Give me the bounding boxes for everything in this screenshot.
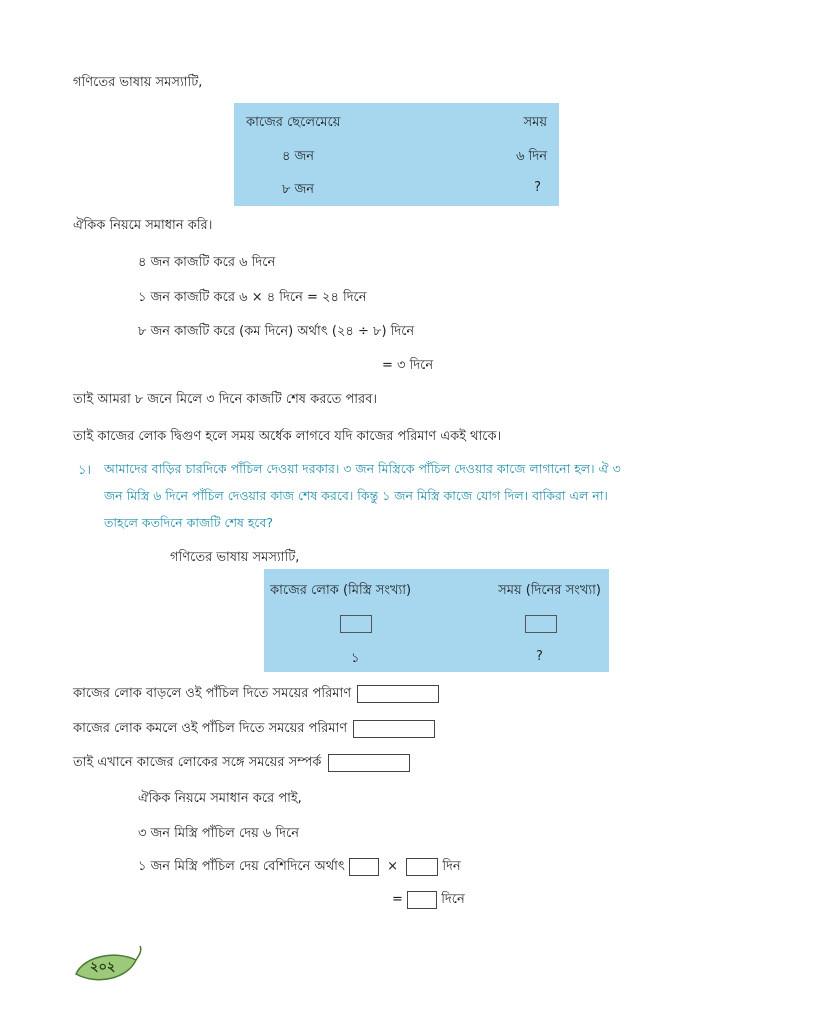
fill-line-2-answer-box[interactable] bbox=[353, 720, 435, 738]
table1-row1-right: ৬ দিন bbox=[516, 149, 547, 164]
page-number: ২০২ bbox=[90, 960, 116, 975]
table1-row2-left: ৮ জন bbox=[282, 182, 314, 197]
table1-head-left: কাজের ছেলেমেয়ে bbox=[246, 115, 341, 130]
solution-step-3: ৮ জন কাজটি করে (কম দিনে) অর্থাৎ (২৪ ÷ ৮) দিনে bbox=[138, 324, 415, 339]
fill-line-3-text: তাই এখানে কাজের লোকের সঙ্গে সময়ের সম্পর্ক bbox=[73, 755, 322, 770]
table2-head-right: সময় (দিনের সংখ্যা) bbox=[498, 583, 601, 598]
problem-line-1: আমাদের বাড়ির চারদিকে পাঁচিল দেওয়া দরকার। ৩ জন মিস্ত্রিকে পাঁচিল দেওয়ার কাজে লাগানো হল। ঐ ৩ bbox=[104, 461, 621, 476]
fill-line-2-text: কাজের লোক কমলে ওই পাঁচিল দিতে সময়ের পরিমাণ bbox=[73, 721, 348, 736]
table1-row2-right: ? bbox=[534, 180, 541, 195]
equals-sign: = bbox=[392, 892, 403, 907]
table2-row2-right: ? bbox=[536, 649, 543, 664]
solution2-step-2-box-1[interactable] bbox=[349, 858, 379, 876]
solution-step-1: ৪ জন কাজটি করে ৬ দিনে bbox=[138, 255, 276, 270]
multiply-sign: × bbox=[387, 859, 399, 874]
table2-head-left: কাজের লোক (মিস্ত্রি সংখ্যা) bbox=[270, 583, 412, 598]
solution2-step-3-box[interactable] bbox=[407, 891, 437, 909]
solution2-step-3 bbox=[392, 890, 465, 911]
fill-line-2 bbox=[73, 719, 435, 740]
intro-text-2: গণিতের ভাষায় সমস্যাটি, bbox=[170, 550, 300, 565]
conclusion-2: তাই কাজের লোক দ্বিগুণ হলে সময় অর্ধেক লাগবে যদি কাজের পরিমাণ একই থাকে। bbox=[73, 429, 502, 444]
solution2-step-2-box-2[interactable] bbox=[406, 858, 438, 876]
conclusion-1: তাই আমরা ৮ জনে মিলে ৩ দিনে কাজটি শেষ করতে পারব। bbox=[73, 392, 378, 407]
solve-heading-1: ঐকিক নিয়মে সমাধান করি। bbox=[73, 218, 213, 233]
fill-line-3-answer-box[interactable] bbox=[328, 754, 410, 772]
data-table-2 bbox=[264, 569, 609, 672]
solution2-step-3-unit: দিনে bbox=[441, 892, 465, 907]
fill-line-1 bbox=[73, 684, 439, 705]
page-number-leaf-icon bbox=[70, 942, 150, 990]
solution2-step-2-unit: দিন bbox=[442, 859, 461, 874]
intro-text-1: গণিতের ভাষায় সমস্যাটি, bbox=[73, 75, 203, 90]
solve-heading-2: ঐকিক নিয়মে সমাধান করে পাই, bbox=[138, 791, 302, 806]
problem-line-3: তাহলে কতদিনে কাজটি শেষ হবে? bbox=[104, 515, 274, 530]
problem-number: ১। bbox=[78, 463, 92, 478]
data-table-1 bbox=[234, 103, 559, 206]
table2-row2-left: ১ bbox=[351, 651, 360, 666]
fill-line-1-text: কাজের লোক বাড়লে ওই পাঁচিল দিতে সময়ের পরিমাণ bbox=[73, 686, 352, 701]
solution2-step-1: ৩ জন মিস্ত্রি পাঁচিল দেয় ৬ দিনে bbox=[138, 826, 299, 841]
table2-input-left[interactable] bbox=[340, 615, 372, 633]
table1-row1-left: ৪ জন bbox=[282, 149, 314, 164]
table2-input-right[interactable] bbox=[525, 615, 557, 633]
solution-step-2: ১ জন কাজটি করে ৬ × ৪ দিনে = ২৪ দিনে bbox=[138, 290, 367, 305]
fill-line-3 bbox=[73, 753, 410, 774]
problem-line-2: জন মিস্ত্রি ৬ দিনে পাঁচিল দেওয়ার কাজ শেষ করবে। কিন্তু ১ জন মিস্ত্রি কাজে যোগ দিল। বাকিরা এল না। bbox=[104, 488, 608, 503]
solution-step-4: = ৩ দিনে bbox=[382, 358, 434, 373]
table1-head-right: সময় bbox=[523, 115, 547, 130]
fill-line-1-answer-box[interactable] bbox=[357, 685, 439, 703]
solution2-step-2 bbox=[138, 857, 461, 878]
solution2-step-2-text: ১ জন মিস্ত্রি পাঁচিল দেয় বেশিদিনে অর্থাৎ bbox=[138, 859, 345, 874]
